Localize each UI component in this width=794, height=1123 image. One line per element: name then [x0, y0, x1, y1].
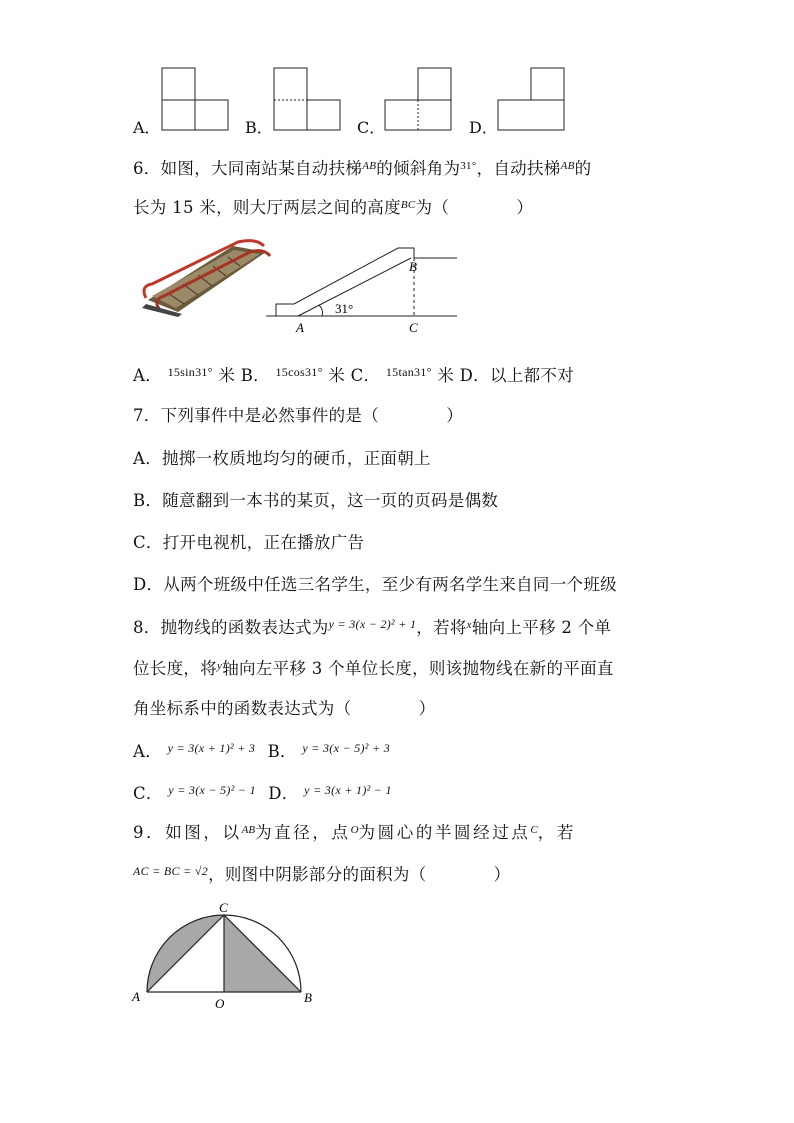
point-a-label: A [296, 320, 304, 335]
q6-diagram [262, 240, 462, 338]
q7-stem: 7．下列事件中是必然事件的是（ ） [133, 406, 463, 425]
q5-option-d-figure [496, 66, 568, 132]
q5-option-d-label: D． [469, 118, 498, 137]
q7-option-c: C．打开电视机，正在播放广告 [133, 533, 365, 552]
q5-option-c-label: C． [357, 118, 386, 137]
q9-point-a-label: A [132, 989, 140, 1004]
q7-option-b: B．随意翻到一本书的某页，这一页的页码是偶数 [133, 491, 499, 510]
point-b-label: B [409, 259, 417, 274]
escalator-photo [138, 238, 273, 318]
q5-option-c-figure [383, 66, 455, 132]
q8-stem-line1: 8．抛物线的函数表达式为$^{y = 3(x - 2)^2 + 1}$，若将$^x$轴向上平移 2 个单 [133, 617, 612, 637]
q9-point-b-label: B [304, 990, 312, 1005]
q8-stem-line2: 位长度，将$^y$轴向左平移 3 个单位长度，则该抛物线在新的平面直 [133, 659, 614, 678]
q5-option-a-figure [160, 66, 232, 132]
q9-stem-line2: $^{AC = BC = √2}$，则图中阴影部分的面积为（ ） [133, 864, 511, 884]
q8-options-ab: A． y = 3(x + 1)² + 3 B． $^{y = 3(x - 5)^2 + 3}$ [133, 741, 390, 761]
q5-option-b-label: B． [245, 118, 273, 137]
q9-point-o-label: O [215, 996, 225, 1010]
q7-option-d: D．从两个班级中任选三名学生，至少有两名学生来自同一个班级 [133, 575, 617, 594]
q7-option-a: A．抛掷一枚质地均匀的硬币，正面朝上 [133, 449, 431, 468]
point-c-label: C [409, 320, 418, 335]
q5-option-a-label: A． [133, 118, 161, 137]
q5-option-b-figure [272, 66, 344, 132]
q6-options: A． $^{15sin31^\circ}$ 米 B． $^{15cos31^\circ}$ 米 C． $^{15tan31^\circ}$ 米 D．以上都不对 [133, 365, 574, 385]
q9-point-c-label: C [219, 900, 228, 915]
angle-31-label: 31° [335, 301, 354, 316]
q9-diagram [130, 898, 330, 1010]
q8-options-cd: C． y = 3(x − 5)² − 1 D． $^{y = 3(x + 1)^2 - 1}$ [133, 783, 392, 803]
q8-stem-line3: 角坐标系中的函数表达式为（ ） [133, 699, 436, 718]
q6-stem-line1: 6．如图，大同南站某自动扶梯$^{AB}$的倾斜角为$^{31^\circ}$，自动扶梯$^{AB}$的 [133, 159, 592, 178]
q9-stem-line1: 9．如图，以$^{AB}$为直径，点$^O$为圆心的半圆经过点$^C$，若 [133, 823, 576, 842]
q6-stem-line2: 长为 15 米，则大厅两层之间的高度$^{BC}$为（ ） [133, 198, 534, 217]
